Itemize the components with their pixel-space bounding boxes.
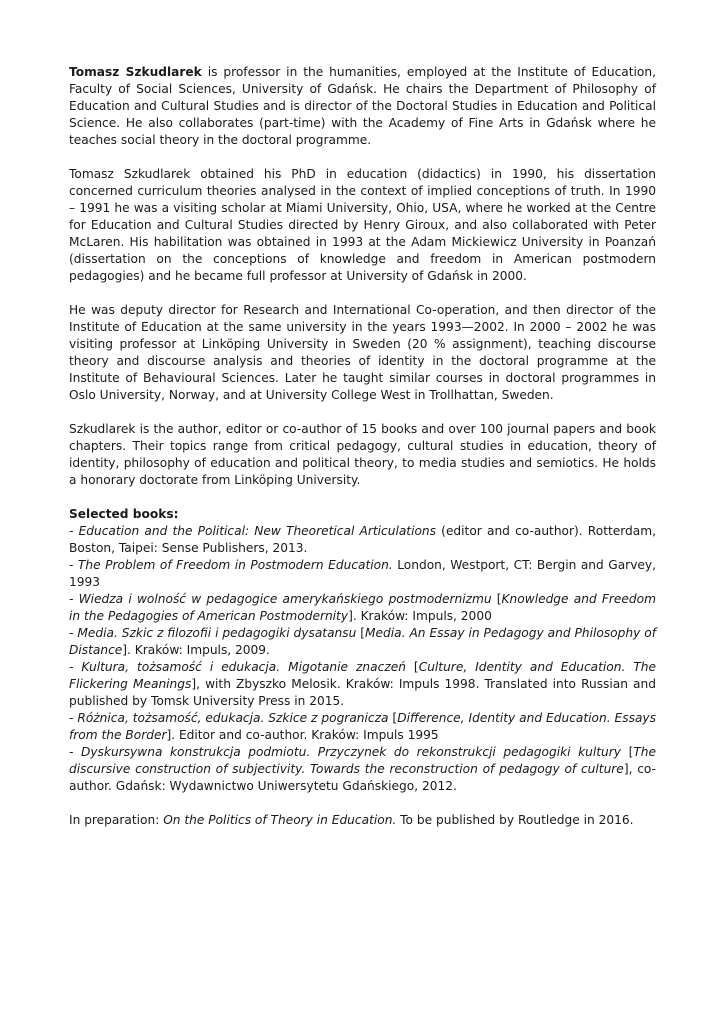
- book-translation: Difference, Identity and Education. Essays from the Border: [69, 711, 656, 742]
- bio-paragraph-1-text: is professor in the humanities, employed at the Institute of Education, Faculty of Social Sciences, University of Gdańsk. He chairs the Department of Philosophy of Education and Cultural Studies and is director of the Doctoral Studies in Education and Political Science. He also collaborates (part-time) with the Academy of Fine Arts in Gdańsk where he teaches social theory in the doctoral programme.: [69, 65, 656, 147]
- book-translation: Knowledge and Freedom in the Pedagogies of American Postmodernity: [69, 592, 656, 623]
- in-preparation: [69, 812, 656, 829]
- bio-paragraph-2: Tomasz Szkudlarek obtained his PhD in education (didactics) in 1990, his dissertation concerned curriculum theories analysed in the context of implied conceptions of truth. In 1990 – 1991 he was a visiting scholar at Miami University, Ohio, USA, where he worked at the Centre for Education and Cultural Studies directed by Henry Giroux, and also collaborated with Peter McLaren. His habilitation was obtained in 1993 at the Adam Mickiewicz University in Poanzań (dissertation on the conceptions of knowledge and freedom in American postmodern pedagogies) and he became full professor at University of Gdańsk in 2000.: [69, 167, 656, 283]
- author-name: Tomasz Szkudlarek: [69, 65, 202, 79]
- book-details: ], with Zbyszko Melosik. Kraków: Impuls 1998. Translated into Russian and published by Tomsk University Press in 2015.: [69, 677, 656, 708]
- book-details: ]. Editor and co-author. Kraków: Impuls 1995: [166, 728, 439, 742]
- book-title: The Problem of Freedom in Postmodern Education.: [77, 558, 393, 572]
- book-entry: [69, 744, 656, 795]
- book-entry: [69, 557, 656, 591]
- book-details: ], co-author. Gdańsk: Wydawnictwo Uniwersytetu Gdańskiego, 2012.: [69, 762, 656, 793]
- in-preparation-details: To be published by Routledge in 2016.: [396, 813, 634, 827]
- book-title: - Kultura, tożsamość i edukacja. Migotanie znaczeń: [69, 660, 406, 674]
- book-translation: Culture, Identity and Education. The Flickering Meanings: [69, 660, 656, 691]
- book-dash: -: [69, 558, 78, 572]
- in-preparation-label: In preparation:: [69, 813, 164, 827]
- book-details: ]. Kraków: Impuls, 2009.: [122, 643, 270, 657]
- bio-paragraph-4: Szkudlarek is the author, editor or co-author of 15 books and over 100 journal papers and book chapters. Their topics range from critical pedagogy, cultural studies in education, theory of identity, philosophy of education and political theory, to media studies and semiotics. He holds a honorary doctorate from Linköping University.: [69, 422, 656, 487]
- book-title: - Education and the Political: New Theoretical Articulations: [69, 524, 437, 538]
- book-entry: [69, 625, 656, 659]
- book-details: London, Westport, CT: Bergin and Garvey, 1993: [69, 558, 656, 589]
- book-title: - Wiedza i wolność w pedagogice amerykańskiego postmodernizmu: [69, 592, 492, 606]
- book-entry: [69, 659, 656, 710]
- book-title: - Dyskursywna konstrukcja podmiotu. Przyczynek do rekonstrukcji pedagogiki kultury: [69, 745, 622, 759]
- bracket-open: [: [388, 711, 398, 725]
- bracket-open: [: [491, 592, 502, 606]
- book-title: - Różnica, tożsamość, edukacja. Szkice z pogranicza: [69, 711, 389, 725]
- book-entry: [69, 591, 656, 625]
- book-translation: Media. An Essay in Pedagogy and Philosophy of Distance: [69, 626, 656, 657]
- in-preparation-title: On the Politics of Theory in Education.: [163, 813, 397, 827]
- bracket-open: [: [356, 626, 366, 640]
- bio-paragraph-1: [69, 64, 656, 149]
- book-entry: [69, 523, 656, 557]
- document-page: [69, 64, 656, 829]
- book-details: (editor and co-author). Rotterdam, Boston, Taipei: Sense Publishers, 2013.: [69, 524, 656, 555]
- selected-books-heading: Selected books:: [69, 507, 179, 521]
- book-title: - Media. Szkic z filozofii i pedagogiki dysatansu: [69, 626, 357, 640]
- bracket-open: [: [405, 660, 419, 674]
- bio-paragraph-3: He was deputy director for Research and International Co-operation, and then director of the Institute of Education at the same university in the years 1993—2002. In 2000 – 2002 he was visiting professor at Linköping University in Sweden (20 % assignment), teaching discourse theory and discourse analysis and theories of identity in the doctoral programme at the Institute of Behavioural Sciences. Later he taught similar courses in doctoral programmes in Oslo University, Norway, and at University College West in Trollhattan, Sweden.: [69, 303, 656, 402]
- bracket-open: [: [621, 745, 634, 759]
- book-entry: [69, 710, 656, 744]
- book-details: ]. Kraków: Impuls, 2000: [348, 609, 492, 623]
- book-translation: The discursive construction of subjectivity. Towards the reconstruction of pedagogy of culture: [69, 745, 656, 776]
